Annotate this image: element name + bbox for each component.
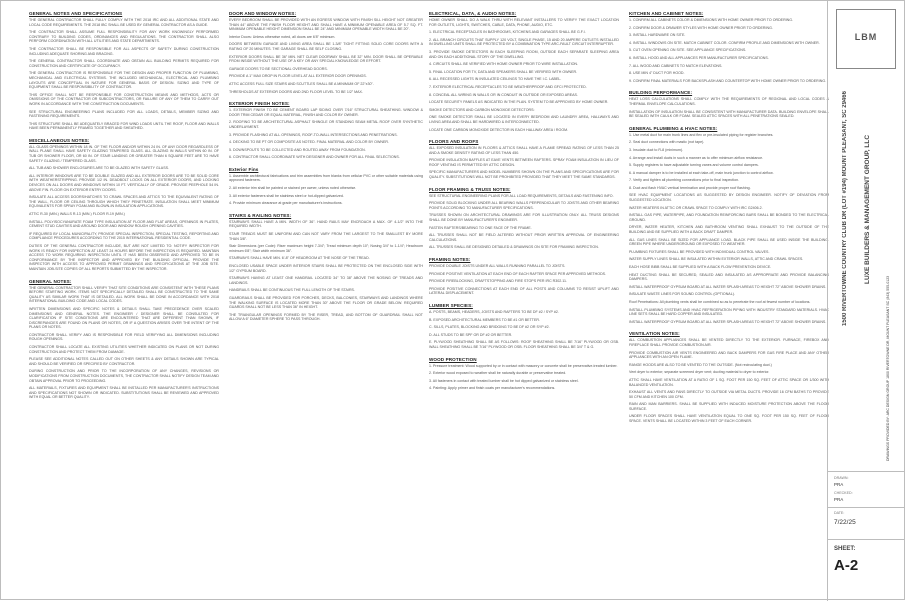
section-heading: FLOORS AND ROOFS — [429, 139, 479, 145]
note-paragraph: 3. Insulate duct to R-8 (minimum). — [629, 147, 684, 152]
note-paragraph: C. SILLS, PLATES, BLOCKING AND BRIDGING TO BE DF #2 OR SYP #2. — [429, 325, 550, 330]
note-paragraph: SEE HVAC EQUIPMENT LOCATIONS AS SUGGESTED BY DESIGN ENGINEER. NOTIFY OF DEVIATION FROM SUGGESTED LOCATION. — [629, 193, 829, 203]
note-paragraph: WRITTEN DIMENSIONS AND SPECIFIC NOTES & DETAILS SHALL TAKE PRECEDENCE OVER SCALED DIMENSIONS AND GENERAL NOTES. THE ENGINEER / DESIGNER SHALL BE CONSULTED FOR CLARIFICATION IF SITE CONDITIONS ARE ENCOUNTERED THAT ARE DIFFERENT THAN SHOWN, IF DISCREPANCIES ARE FOUND ON PLANS OR NOTES, OR IF A QUESTION ARISES OVER THE INTENT OF THE PLANS OR NOTES. — [29, 306, 219, 330]
note-paragraph: 4. Arrange and install ducts in such a manner as to offer minimum airflow resistance. — [629, 155, 764, 160]
section-heading: FRAMING NOTES: — [429, 257, 471, 262]
note-paragraph: RANGE HOODS ARE ALSO TO BE VENTED TO THE OUTSIDE. (Not recirculating duct.) — [629, 362, 772, 367]
titleblock-divider — [828, 507, 904, 508]
note-paragraph: 5. DOWNSPOUTS TO BE COLLECTED AND ROUTED AWAY FROM FOUNDATION. — [229, 147, 366, 152]
note-paragraph: 4. Provide minimum clearance at grade per manufacturer's instructions. — [229, 201, 343, 206]
section-heading: Exterior Fins — [229, 166, 259, 172]
note-paragraph: 1. Use metal duct for main trunk lines and flex or pre-insulated piping for register branches. — [629, 132, 774, 137]
note-paragraph: GUARDRAILS SHALL BE PROVIDED FOR PORCHES, DECKS, BALCONIES, STAIRWAYS AND LANDINGS WHERE THE WALKING SURFACE IS LOCATED MORE THAN 30" ABOVE THE FLOOR OR GRADE BELOW. REQUIRED GUARDS SHALL NOT BE LESS THAN 36" IN HEIGHT. — [229, 295, 423, 310]
note-paragraph: ALL TRUSSES SHALL NOT BE FIELD ALTERED WITHOUT PRIOR WRITTEN APPROVAL OF ENGINEERING CALCULATIONS. — [429, 233, 619, 242]
note-paragraph: ATTIC SHALL HAVE VENTILATION AT A RATIO OF 1 SQ. FOOT PER 150 SQ. FEET OF ATTIC SPACE OR 1/300 WITH BALANCED VENTILATION. — [629, 377, 829, 387]
note-paragraph: THRESHOLDS AT EXTERIOR DOORS AND 2ND FLOOR LEVEL TO BE 1/2" MAX. — [229, 89, 363, 94]
note-paragraph: INSTALLATION OF INSULATION SHALL BE CONSISTENT WITH MANUFACTURER DATA. BUILDING ENVELOPE SHALL BE SEALED WITH CAULK OR FOAM. SEALED ATTIC SPACES WITH ALL PENETRATIONS SEALED. — [629, 109, 829, 119]
section-gap — [29, 403, 219, 407]
note-paragraph: PROVIDE FIREBLOCKING, DRAFTSTOPPING AND FIRE STOPS PER IRC R302.11. — [429, 279, 567, 284]
note-paragraph: HEAT LOSS CALCULATIONS SHALL COMPLY WITH THE REQUIREMENTS OF REGIONAL AND LOCAL CODES & THERMAL ENVELOPE CALCULATIONS. — [629, 97, 829, 106]
note-paragraph: HANDRAILS SHALL BE CONTINUOUS THE FULL LENGTH OF THE STAIRS. — [229, 288, 355, 293]
note-paragraph: EACH HOSE BIBB SHALL BE SUPPLIED WITH A BACK FLOW PREVENTION DEVICE. — [629, 265, 772, 269]
note-paragraph: RAIN AND MAN BARRIERS. SHALL BE SUPPLIED WITH INDUCED MOISTURE PROTECTION ABOVE THE FLOOR SURFACE. — [629, 402, 829, 411]
section-heading: GENERAL PLUMBING & HVAC NOTES: — [629, 125, 718, 131]
note-paragraph: 4. INSTALL WINDOWS ON SITE. MATCH CABINET COLOR. CONFIRM PROFILE AND DIMENSIONS WITH OWNER. — [629, 40, 820, 45]
note-paragraph: 4. CIRCUITS SHALL BE VERIFIED WITH HOME OWNER PRIOR TO WIRE INSTALLATION. — [429, 62, 578, 67]
checked-value: PRA — [834, 497, 844, 502]
note-paragraph: 2. ALL BRANCH CIRCUITS THAT SUPPLY 120 VOLT, SINGLE PHASE, 15 AND 20 AMPERE OUTLETS INSTALLED IN DWELLING UNITS SHALL BE PROTECTED BY A COMBINATION TYPE ARC-FAULT CIRCUIT INTERRUPTER. — [429, 37, 619, 47]
note-paragraph: D. ALL STUDS TO BE SPF OR DF #2 OR BETTER. — [429, 332, 513, 337]
note-paragraph: 4. DECKING TO BE PT OR COMPOSITE AS NOTED. FINAL MATERIAL AND COLOR BY OWNER. — [229, 140, 389, 145]
note-paragraph: INSTALL PLUMBING SYSTEMS AND HVAC REFRIGERATION PIPING WITH INDUSTRY STANDARD MATERIALS. HVAC LINE SETS SHALL BE HARD COPPER AND INSULATED. — [629, 307, 829, 317]
note-paragraph: SEE STRUCTURAL ENGINEERING PLANS INCLUDED FOR ALL LOADS, DETAILS, MEMBER SIZING AND FASTENING REQUIREMENTS. — [29, 109, 219, 119]
titleblock-divider — [828, 471, 904, 472]
section-heading: WOOD PROTECTION — [429, 356, 477, 362]
note-paragraph: 3. PROVIDE SMOKE DETECTORS IN EACH SLEEPING ROOM, OUTSIDE EACH SEPARATE SLEEPING AREA AND ON EACH ADDITIONAL STORY OF THE DWELLING. — [429, 49, 619, 59]
note-paragraph: 1. CONFIRM ALL CABINETS COLOR & DIMENSIONS WITH HOME OWNER PRIOR TO ORDERING. — [629, 18, 794, 22]
note-paragraph: INSTALL GAS PIPE, WATERPIPE, AND FOUNDATION REINFORCING BARS SHALL BE BONDED TO THE ELECTRICAL GROUND. — [629, 213, 829, 222]
note-paragraph: 4. Painting: Apply primer and finish coats per manufacturer's recommendations. — [429, 386, 556, 391]
note-paragraph: FASTEN RAFTERS/BEARING TO ONE FACE OF THE FRAME. — [429, 225, 532, 230]
logo-lettering: LBM — [854, 32, 878, 42]
note-paragraph: 3. All exterior fasteners shall be stainless steel or hot-dipped galvanized. — [229, 193, 344, 198]
note-paragraph: PLUMBING FIXTURES SHALL BE PROVIDED WITH INDIVIDUAL CONTROL VALVES. — [629, 249, 770, 254]
note-paragraph: EVERY BEDROOM SHALL BE PROVIDED WITH AN EGRESS WINDOW WITH FINISH SILL HEIGHT NOT GREATER THAN 44" ABOVE THE FINISH FLOOR HEIGHT AND SHALL HAVE A MINIMUM OPENABLE AREA OF 5.7 SQ. FT. MINIMUM OPENABLE HEIGHT DIMENSION SHALL BE 24" AND MINIMUM OPENABLE WIDTH SHALL BE 20". — [229, 18, 423, 32]
company-logo — [836, 9, 896, 69]
note-paragraph: 7. Verify and tighten all plumbing connections prior to final inspection. — [629, 178, 740, 183]
note-paragraph: WATER HEATERS IN ATTIC OR CRAWL SPACE TO COMPLY WITH IRC G2406.2. — [629, 205, 763, 210]
note-paragraph: PROVIDE A 1" MAX DROP IN FLOOR LEVEL AT ALL EXTERIOR DOOR OPENINGS. — [229, 74, 367, 79]
note-paragraph: EXHAUST ALL VENTS AND FANS DIRECTLY TO OUTSIDE VIA METAL DUCTS. PROVIDE 16 CFM BATHS TO PROVIDE 50 CFM AND KITCHEN 100 CFM. — [629, 390, 829, 399]
note-paragraph: E. PLYWOOD SHEATHING SHALL BE AS FOLLOWS: ROOF SHEATHING SHALL BE 7/16" PLYWOOD OR OSB. WALL SHEATHING SHALL BE 7/16" PLYWOOD OR OSB. FLOOR SHEATHING SHALL BE 3/4" T & G. — [429, 340, 619, 349]
note-paragraph: 8. USE MIN 4" DUCT FOR HOOD. — [629, 71, 685, 76]
notes-column-1 — [29, 11, 219, 591]
note-paragraph: STAIR TREADS MUST BE UNIFORM AND CAN NOT VARY FROM THE LARGEST TO THE SMALLEST BY MORE THAN 3/8". — [229, 232, 423, 241]
note-paragraph: THE TRIANGULAR OPENINGS FORMED BY THE RISER, TREAD, AND BOTTOM OF GUARDRAIL SHALL NOT ALLOW A 6" DIAMETER SPHERE TO PASS THROUGH. — [229, 312, 423, 322]
note-paragraph: Roof Penetrations: All plumbing vents shall be combined so as to penetrate the roof at fewest number of locations. — [629, 299, 811, 304]
note-paragraph: ALL TRUSSES SHALL BE DESIGNED DETAILED & DRAWINGS ON SITE FOR FRAMING INSPECTION. — [429, 245, 599, 250]
project-address: 1500 RIVERTOWNE COUNTRY CLUB DR (LOT #194) MOUNT PLEASANT, SC 29466 — [842, 91, 848, 327]
note-paragraph: STAIRWAYS SHALL HAVE A MIN. WIDTH OF 36". HAND RAILS MAY ENCROACH A MAX. OF 4-1/2" INTO THE REQUIRED WIDTH. — [229, 219, 423, 229]
note-paragraph: A. POSTS, BEAMS, HEADERS, JOISTS AND RAFTERS TO BE DF #2 / SYP #2. — [429, 309, 559, 314]
titleblock-divider — [828, 539, 904, 540]
note-paragraph: ALL GLASS OPENINGS WITHIN 18 IN. OF THE FLOOR AND/OR WITHIN 24 IN. OF ANY DOOR REGARDLESS OF WALL PLANE SHALL HAVE SAFETY GLAZING TEMPERED GLASS. ALL GLAZING IN WALLS WITHIN 60 IN. OF TUB OR SHOWER FLOOR, OR 60 IN. OF STAIR LANDING OR GREATER THAN 6 SQUARE FEET ARE TO HAVE SAFETY GLAZING / TEMPERED GLASS. — [29, 144, 219, 163]
note-paragraph: Stair Dimensions (per Code): Riser maximum height 7-3/4"; Tread minimum depth 10"; Nosing 3/4" to 1-1/4"; Headroom minimum 6'8"; Stair width minimum 36". — [229, 244, 423, 253]
note-paragraph: EXTERIOR DOORS SHALL BE 36" MIN. NET CLEAR DOORWAY SHALL BE 32" MIN. DOOR SHALL BE OPERABLE FROM INSIDE WITHOUT THE USE OF A KEY OR ANY SPECIAL KNOWLEDGE OR EFFORT. — [229, 54, 423, 64]
note-paragraph: WATER SUPPLY LINES SHALL BE INSULATED WITHIN EXTERIOR WALLS, ATTIC AND CRAWL SPACES. — [629, 257, 804, 262]
notes-column-3 — [429, 11, 619, 591]
drawn-value: PRA — [834, 482, 844, 487]
section-heading: GENERAL NOTES: — [29, 278, 72, 284]
note-paragraph: 8. CONCEAL ALL WIRING IN WALLS OR IN CONDUIT IN OUTSIDE OR EXPOSED AREAS. — [429, 92, 578, 97]
note-paragraph: INSULATE ALL ACCESS DOORS/HATCHES TO CRAWL SPACES AND ATTICS TO THE EQUIVALENT RATING OF THE WALL, FLOOR OR CEILING THROUGH WHICH THEY PENETRATE. INSULATION SHALL MEET MINIMUM EQUIVALENTS FOR SPRAY FOAM AND BLOWN-IN INSULATION APPLICATIONS. — [29, 195, 219, 209]
note-paragraph: PROVIDE COMBUSTION AIR VENTS ENGINEERED AND BACK DAMPERS FOR GAS FIRE PLACE AND ANY OTHER APPLIANCES WITH AN OPEN FLAME. — [629, 350, 829, 360]
note-paragraph: DRYER, WATER HEATER, KITCHEN AND BATHROOM VENTING SHALL EXHAUST TO THE OUTSIDE OF THE BUILDING AND BE SUPPLIED WITH A BACK DRAFT DAMPER. — [629, 225, 829, 235]
note-paragraph: DOORS BETWEEN GARAGE AND LIVING AREA SHALL BE 1-3/8" TIGHT FITTING SOLID CORE DOORS WITH A RATING OF 20 MINUTES. THE GARAGE SHALL BE SELF CLOSING. — [229, 42, 423, 51]
company-name: LUXE BUILDERS & MANAGEMENT GROUP, LLC — [864, 134, 871, 284]
note-paragraph: SEE STRUCTURAL ENGINEERING PLANS FOR ALL LOAD REQUIREMENTS, DETAILS AND FASTENING INFO. — [429, 193, 614, 198]
drawn-label: DRAWN: — [834, 476, 849, 480]
section-gap — [229, 325, 423, 329]
title-block — [827, 1, 904, 601]
note-paragraph: INSTALL WATERPROOF GYPSUM BOARD AT ALL WATER SPLASH AREAS TO HEIGHT 72" ABOVE SHOWER DRAINS. — [629, 284, 827, 289]
note-paragraph: 1. ELECTRICAL RECEPTACLES IN BATHROOMS, KITCHENS AND GARAGES SHALL BE G.F.I. — [429, 30, 586, 35]
note-paragraph: 6. INSTALL HOOD AND ALL APPLIANCES PER MANUFACTURER SPECIFICATIONS. — [629, 55, 769, 60]
section-heading: LUMBER SPECIES: — [429, 302, 473, 308]
note-paragraph: THIS OFFICE SHALL NOT BE RESPONSIBLE FOR CONSTRUCTION MEANS AND METHODS, ACTS OR OMISSIONS OF THE CONTRACTOR OR SUBCONTRACTORS, OR FAILURE OF ANY OF THEM TO CARRY OUT WORK IN ACCORDANCE WITH THE CONSTRUCTION DOCUMENTS. — [29, 92, 219, 106]
note-paragraph: Vent dryer to exterior; separate screened dryer vent; ducting material to dryer to exterior. — [629, 370, 770, 375]
note-paragraph: 3. INSTALL HARDWARE ON SITE. — [629, 33, 686, 38]
note-paragraph: THE CONTRACTOR SHALL BE RESPONSIBLE FOR ALL ASPECTS OF SAFETY DURING CONSTRUCTION INCLUDING ADEQUATE SHORING AND BRACING. — [29, 46, 219, 56]
note-paragraph: ATTIC R-30 (MIN.) WALLS R-13 (MIN.) FLOOR R-19 (MIN.) — [29, 212, 125, 216]
note-paragraph: ENCLOSED USABLE SPACE UNDER INTERIOR STAIRS SHALL BE PROTECTED ON THE ENCLOSED SIDE WITH 1/2" GYPSUM BOARD. — [229, 264, 423, 273]
note-paragraph: ATTIC ACCESS FULL SIZE STAIRS AND SCUTTLES SHALL BE A MINIMUM OF 22"x30". — [229, 81, 374, 86]
note-paragraph: THE GENERAL CONTRACTOR SHALL COORDINATE AND OBTAIN ALL BUILDING PERMITS REQUIRED FOR CONSTRUCTION AND CERTIFICATE OF OCCUPANCY. — [29, 59, 219, 68]
section-heading: MISCELLANEOUS NOTES: — [29, 137, 90, 143]
note-paragraph: DUTIES OF THE GENERAL CONTRACTOR INCLUDE, BUT ARE NOT LIMITED TO: NOTIFY INSPECTOR FOR WORK IS READY FOR INSPECTION AT LEAST 24 HOURS BEFORE THE INSPECTION IS REQUIRED. MAINTAIN ACCESS TO WORK REQUIRING INSPECTION UNTIL IT HAS BEEN OBSERVED AND APPROVED TO BE IN CONFORMANCE BY THE INSPECTOR AND APPROVED BY THE BUILDING OFFICIAL. PROVIDE THE INSPECTOR WITH ACCESS TO APPROVED PERMIT DRAWINGS AND SPECIFICATIONS AT THE JOB SITE. MAINTAIN JOB-SITE COPIES OF ALL REPORTS SUBMITTED BY THE INSPECTOR. — [29, 243, 219, 271]
section-heading: GENERAL NOTES AND SPECIFICATIONS — [29, 11, 123, 16]
note-paragraph: PROVIDE DOUBLE JOISTS UNDER ALL WALLS RUNNING PARALLEL TO JOISTS. — [429, 264, 566, 268]
note-paragraph: 5. Supply registers to have adjustable turning vanes and volume control dampers. — [629, 163, 759, 168]
note-paragraph: LOCATE SECURITY PANELS AS INDICATED IN THE PLAN. SYSTEM TO BE APPROVED BY HOME OWNER. — [429, 100, 609, 105]
section-heading: BUILDING PERFORMANCE: — [629, 90, 693, 96]
note-paragraph: 2. Seal duct connections with mastic (not tape). — [629, 140, 705, 145]
note-paragraph: PROVIDE INSULATION BAFFLES AT EAVE VENTS BETWEEN RAFTERS. SPRAY FOAM INSULATION IN LIEU OF ROOF VENTING IS PERMITTED BY ATTIC DESIGN. — [429, 158, 619, 167]
note-paragraph: 1. Pressure treatment: Wood supported by or in contact with masonry or concrete shall be preservative-treated lumber. — [429, 363, 618, 368]
note-paragraph: CONTRACTOR SHALL LOCATE ALL EXISTING UTILITIES WHETHER INDICATED ON PLANS OR NOT DURING CONSTRUCTION AND PROTECT THEM FROM DAMAGE. — [29, 345, 219, 354]
date-label: DATE: — [834, 511, 845, 515]
note-paragraph: 2. All exterior trim shall be painted or stained per owner, unless noted otherwise. — [229, 186, 357, 191]
note-paragraph: 5. FINAL LOCATION FOR TV, DATA AND SPEAKERS SHALL BE VERIFIED WITH OWNER. — [429, 69, 578, 74]
note-paragraph: ALL INTERIOR WINDOWS ARE TO BE DOUBLE GLAZED AND ALL EXTERIOR DOORS ARE TO BE SOLID CORE WITH WEATHERSTRIPPING. PROVIDE 1/2 IN. DEADBOLT LOCKS ON ALL EXTERIOR DOORS, AND LOCKING DEVICES ON ALL DOORS AND WINDOWS WITHIN 10 FT. VERTICALLY OF GRADE. PROVIDE PEEPHOLE 54 IN. ABOVE FIN. FLOOR ON EXTERIOR ENTRY DOORS. — [29, 173, 219, 192]
note-paragraph: 7. ALL WOOD AND CABINETS TO MATCH ELEVATIONS. — [629, 63, 723, 68]
note-paragraph: B. EXPOSED ARCHITECTURAL MEMBERS TO BE #1 OR BETTER. — [429, 317, 540, 322]
designer-info: DRAWINGS PROVIDED BY: ARC DESIGN GROUP 1800 RIVERTOWNE DR, MOUNT PLEASANT SC (843) 555-0123 — [886, 275, 890, 461]
note-paragraph: THE GENERAL CONTRACTOR SHALL FULLY COMPLY WITH THE 2018 IRC AND ALL ADDITIONAL STATE AND LOCAL CODE REQUIREMENTS. THE 2018 IBC SHALL BE USED BY GENERAL CONTRACTOR AS A GUIDE. — [29, 18, 219, 27]
note-paragraph: 5. CUT OVEN OPENING ON SITE. SEE APPLIANCE SPECIFICATIONS. — [629, 48, 747, 53]
note-paragraph: DURING CONSTRUCTION AND PRIOR TO THE INCORPORATION OF ANY CHANGES, REVISIONS OR MODIFICATIONS FROM CONSTRUCTION DOCUMENTS, THE CONTRACTOR SHALL NOTIFY DESIGN TEAM AND OBTAIN APPROVAL PRIOR TO PROCEEDING. — [29, 369, 219, 383]
section-gap — [629, 427, 829, 431]
note-paragraph: Interior Doors: Unless otherwise noted, all doors are 6'8" minimum. — [229, 34, 336, 39]
note-paragraph: 2. ROOFING TO BE ARCHITECTURAL ASPHALT SHINGLE OR STANDING SEAM METAL ROOF OVER SYNTHETIC UNDERLAYMENT. — [229, 120, 423, 129]
note-paragraph: PROVIDE SOLID BLOCKING UNDER ALL BEARING WALLS PERPENDICULAR TO JOISTS AND OTHER BEARING POINTS ACCORDING TO MANUFACTURER SPECIFICATIONS. — [429, 201, 619, 210]
section-heading: ELECTRICAL, DATA, & AUDIO NOTES: — [429, 11, 517, 16]
notes-column-2 — [229, 11, 423, 591]
note-paragraph: 1. Assemble architectural fabrications and trim assemblies from blanks from cellular PVC or other suitable materials using approved fasteners. — [229, 173, 423, 183]
note-paragraph: 2. Exterior wood exposed to weather shall be naturally durable or preservative treated. — [429, 371, 567, 376]
note-paragraph: ALL COMBUSTION APPLIANCES SHALL BE VENTED DIRECTLY TO THE EXTERIOR. FURNACE, FIREBOX AND FIREPLACE SHALL PROVIDE COMBUSTION AIR. — [629, 338, 829, 347]
note-paragraph: 3. All fasteners in contact with treated lumber shall be hot dipped galvanized or stainless steel. — [429, 378, 579, 383]
note-paragraph: 3. PROVIDE FLASHING AT ALL OPENINGS, ROOF-TO-WALL INTERSECTIONS AND PENETRATIONS. — [229, 132, 398, 137]
note-paragraph: GARAGE DOORS TO BE SECTIONAL OVERHEAD DOORS. — [229, 66, 328, 71]
note-paragraph: 6. CONTRACTOR SHALL COORDINATE WITH DESIGNER AND OWNER FOR ALL FINAL SELECTIONS. — [229, 155, 400, 160]
note-paragraph: 8. Duct and flash HVAC vertical termination and provide proper roof flashing. — [629, 185, 751, 190]
note-paragraph: 7. EXTERIOR ELECTRICAL RECEPTACLES TO BE WEATHERPROOF AND GFCI PROTECTED. — [429, 84, 587, 89]
note-paragraph: THE CONTRACTOR SHALL ASSUME FULL RESPONSIBILITY FOR ANY WORK KNOWINGLY PERFORMED CONTRARY TO BUILDING CODES, ORDINANCES AND REGULATIONS. THE CONTRACTOR SHALL ALSO PERFORM COORDINATION WITH ALL UTILITIES AND STATE DEPARTMENTS. — [29, 30, 219, 44]
note-paragraph: HEAT DUCTING SHALL BE SECURED, SEALED AND INSULATED AS APPROPRIATE AND PROVIDE BALANCING DAMPERS. — [629, 272, 829, 282]
note-paragraph: INSTALL WATERPROOF GYPSUM BOARD AT ALL WATER SPLASH AREAS TO HEIGHT 72" ABOVE SHOWER DRAINS. — [629, 319, 827, 324]
note-paragraph: 6. ALL RECESSED LIGHTS IN INSULATED CEILINGS TO HAVE THE I.C. LABEL. — [429, 77, 562, 82]
note-paragraph: STAIRWAYS SHALL HAVE MIN. 6'-8" OF HEADROOM AT THE NOSE OF THE TREAD. — [229, 256, 370, 261]
note-paragraph: INSULATE WASTE LINES FOR SOUND CONTROL (OPTIONAL). — [629, 292, 735, 297]
note-paragraph: IF REQUIRED BY LOCAL MUNICIPALITY, PROVIDE SPECIAL INSPECTION, SPECIAL TESTING, REPORTING AND COMPLIANCE PROCEDURES ACCORDING TO THE 2015 INTERNATIONAL RESIDENTIAL CODE. — [29, 231, 219, 241]
note-paragraph: THE GENERAL CONTRACTOR SHALL VERIFY THAT SITE CONDITIONS ARE CONSISTENT WITH THESE PLANS BEFORE STARTING WORK. ITEMS NOT SPECIFICALLY DETAILED SHALL BE CONSTRUCTED TO THE SAME QUALITY AS SIMILAR WORK THAT IS DETAILED. ALL WORK SHALL BE DONE IN ACCORDANCE WITH 2018 INTERNATIONAL BUILDING CODE AND LOCAL CODES. — [29, 285, 219, 304]
note-paragraph: THIS STRUCTURE SHALL BE ADEQUATELY BRACED FOR WIND LOADS UNTIL THE ROOF, FLOOR AND WALLS HAVE BEEN PERMANENTLY FRAMED TOGETHER AND SHEATHED. — [29, 121, 219, 131]
note-paragraph: ALL MATERIALS, FIXTURES AND EQUIPMENT SHALL BE INSTALLED PER MANUFACTURER'S INSTRUCTIONS AND SPECIFICATIONS NOT SHOWN OR INDICATED. SUBSTITUTIONS SHALL BE REVIEWED AND APPROVED WITH EQUAL OR BETTER QUALITY. — [29, 386, 219, 400]
note-paragraph: PLEASE SEE ADDITIONAL NOTES CALLED OUT ON OTHER SHEETS & ANY DETAILS SHOWN ARE TYPICAL AND SHOULD BE VERIFIED OR SPECIFIED BY CONTRACTOR. — [29, 357, 219, 366]
note-paragraph: ALL GAS LINES SHALL BE SIZED FOR APPLIANCE LOAD. BLACK PIPE SHALL BE USED INSIDE THE BUILDING. GREEN PIPE WHERE UNDERGROUND OR EXPOSED TO WEATHER. — [629, 237, 829, 247]
section-heading: KITCHEN AND CABINET NOTES: — [629, 11, 704, 16]
section-heading: DOOR AND WINDOW NOTES: — [229, 11, 297, 16]
date-value: 7/22/25 — [834, 519, 856, 526]
note-paragraph: 2. CONFIRM DOOR & DRAWER STYLES WITH HOME OWNER PRIOR TO ORDERING. — [629, 25, 773, 30]
note-paragraph: UNDER FLOOR SPACES SHALL HAVE VENTILATION EQUAL TO ONE SQ. FOOT PER 150 SQ. FEET OF FLOOR SPACE. VENTS SHALL BE LOCATED WITHIN 3 FEET OF EACH CORNER. — [629, 414, 829, 424]
section-heading: EXTERIOR FINISH NOTES: — [229, 101, 290, 107]
note-paragraph: STAIRWAYS HAVING AT LEAST ONE HANDRAIL LOCATED 34" TO 38" ABOVE THE NOSING OF TREADS AND LANDINGS. — [229, 276, 423, 285]
note-paragraph: 9. CONFIRM FINAL MATERIALS FOR BACKSPLASH AND COUNTERTOP WITH HOME OWNER PRIOR TO ORDERING. — [629, 78, 827, 83]
sheet-label: SHEET: — [834, 546, 856, 552]
note-paragraph: LOCATE ONE CARBON MONOXIDE DETECTOR IN EACH HALLWAY AREA / ROOM. — [429, 127, 569, 132]
note-paragraph: HOME OWNER SHALL DO A WALK THRU WITH RELEVANT INSTALLERS TO VERIFY THE EXACT LOCATION FOR OUTLETS, LIGHTS, SWITCHES, CABLE, DATA, PHONE, AUDIO, ETC. — [429, 18, 619, 27]
note-paragraph: INSTALL POLYISOCYANURATE FOAM TYPE INSULATION AT FLOOR AND FLAT AREAS, OPENINGS IN PLATES, CEMENT STUD CAVITIES AND AROUND DOOR AND WINDOW ROUGH OPENING CAVITIES. — [29, 219, 219, 229]
note-paragraph: ONE SMOKE DETECTOR SHALL BE LOCATED IN EVERY BEDROOM AND LAUNDRY AREA, HALLWAYS AND LIVING AREA AND SHALL BE HARDWIRED & INTERCONNECTED. — [429, 115, 619, 124]
checked-label: CHECKED: — [834, 491, 853, 495]
note-paragraph: ALL EXPOSED INSULATION IN FLOORS & ATTICS SHALL HAVE A FLAME SPREAD RATING OF LESS THAN 25 AND A SMOKE DENSITY RATING OF LESS THAN 450. — [429, 146, 619, 155]
note-paragraph: THE GENERAL CONTRACTOR IS RESPONSIBLE FOR THE DESIGN AND PROPER FUNCTION OF PLUMBING, MECHANICAL AND ELECTRICAL SYSTEMS. THE INCLUDED MECHANICAL, ELECTRICAL AND PLUMBING LAYOUTS ARE CONCEPTUAL IN NATURE FOR GENERAL BASIS OF DESIGN. SIZING AND TYPE OF EQUIPMENT SHALL BE RESPONSIBILITY OF CONTRACTOR. — [29, 71, 219, 90]
note-paragraph: SPECIFIC MANUFACTURERS AND MODEL NUMBERS SHOWN ON THE PLANS AND SPECIFICATIONS ARE FOR QUALITY. SUBSTITUTIONS WILL NOT BE PROHIBITED PROVIDED THAT THEY MEET THE SAME STANDARDS. — [429, 170, 619, 180]
notes-column-4 — [629, 11, 829, 591]
section-heading: STAIRS & RAILING NOTES: — [229, 212, 292, 218]
note-paragraph: TRUSSES SHOWN ON ARCHITECTURAL DRAWINGS ARE FOR ILLUSTRATION ONLY. ALL TRUSS DESIGNS SHALL BE DONE BY MANUFACTURER'S ENGINEER. — [429, 213, 619, 223]
note-paragraph: CONTRACTOR SHALL VERIFY AND IS RESPONSIBLE FOR FIELD VERIFYING ALL DIMENSIONS INCLUDING ROUGH OPENINGS. — [29, 332, 219, 342]
note-paragraph: 6. A manual damper is to be installed at each take-off, main trunk junction to control airflow. — [629, 170, 774, 175]
note-paragraph: 1. EXTERIOR FINISH TO BE CEMENT BOARD LAP SIDING OVER 7/16" STRUCTURAL SHEATHING. WINDOW & DOOR TRIM CEDAR OR EQUAL MATERIAL, FINISH AND COLOR BY OWNER. — [229, 108, 423, 117]
section-heading: FLOOR FRAMING & TRUSS NOTES: — [429, 186, 511, 192]
section-gap — [429, 394, 619, 398]
note-paragraph: PROVIDE POSITIVE VENTILATION AT EACH END OF EACH RAFTER SPACE PER APPROVED METHODS. — [429, 271, 607, 276]
note-paragraph: PROVIDE POSITIVE CONNECTIONS AT EACH END OF ALL POSTS AND COLUMNS TO RESIST UPLIFT AND LATERAL DISPLACEMENT. — [429, 286, 619, 296]
note-paragraph: ALL TUB AND SHOWER ENCLOSURES ARE TO BE GLAZED WITH SAFETY GLASS. — [29, 166, 169, 171]
note-paragraph: SMOKE DETECTORS AND CARBON MONOXIDE DETECTORS: — [429, 107, 535, 112]
section-heading: VENTILATION NOTES: — [629, 331, 680, 337]
sheet-number: A-2 — [834, 557, 859, 574]
